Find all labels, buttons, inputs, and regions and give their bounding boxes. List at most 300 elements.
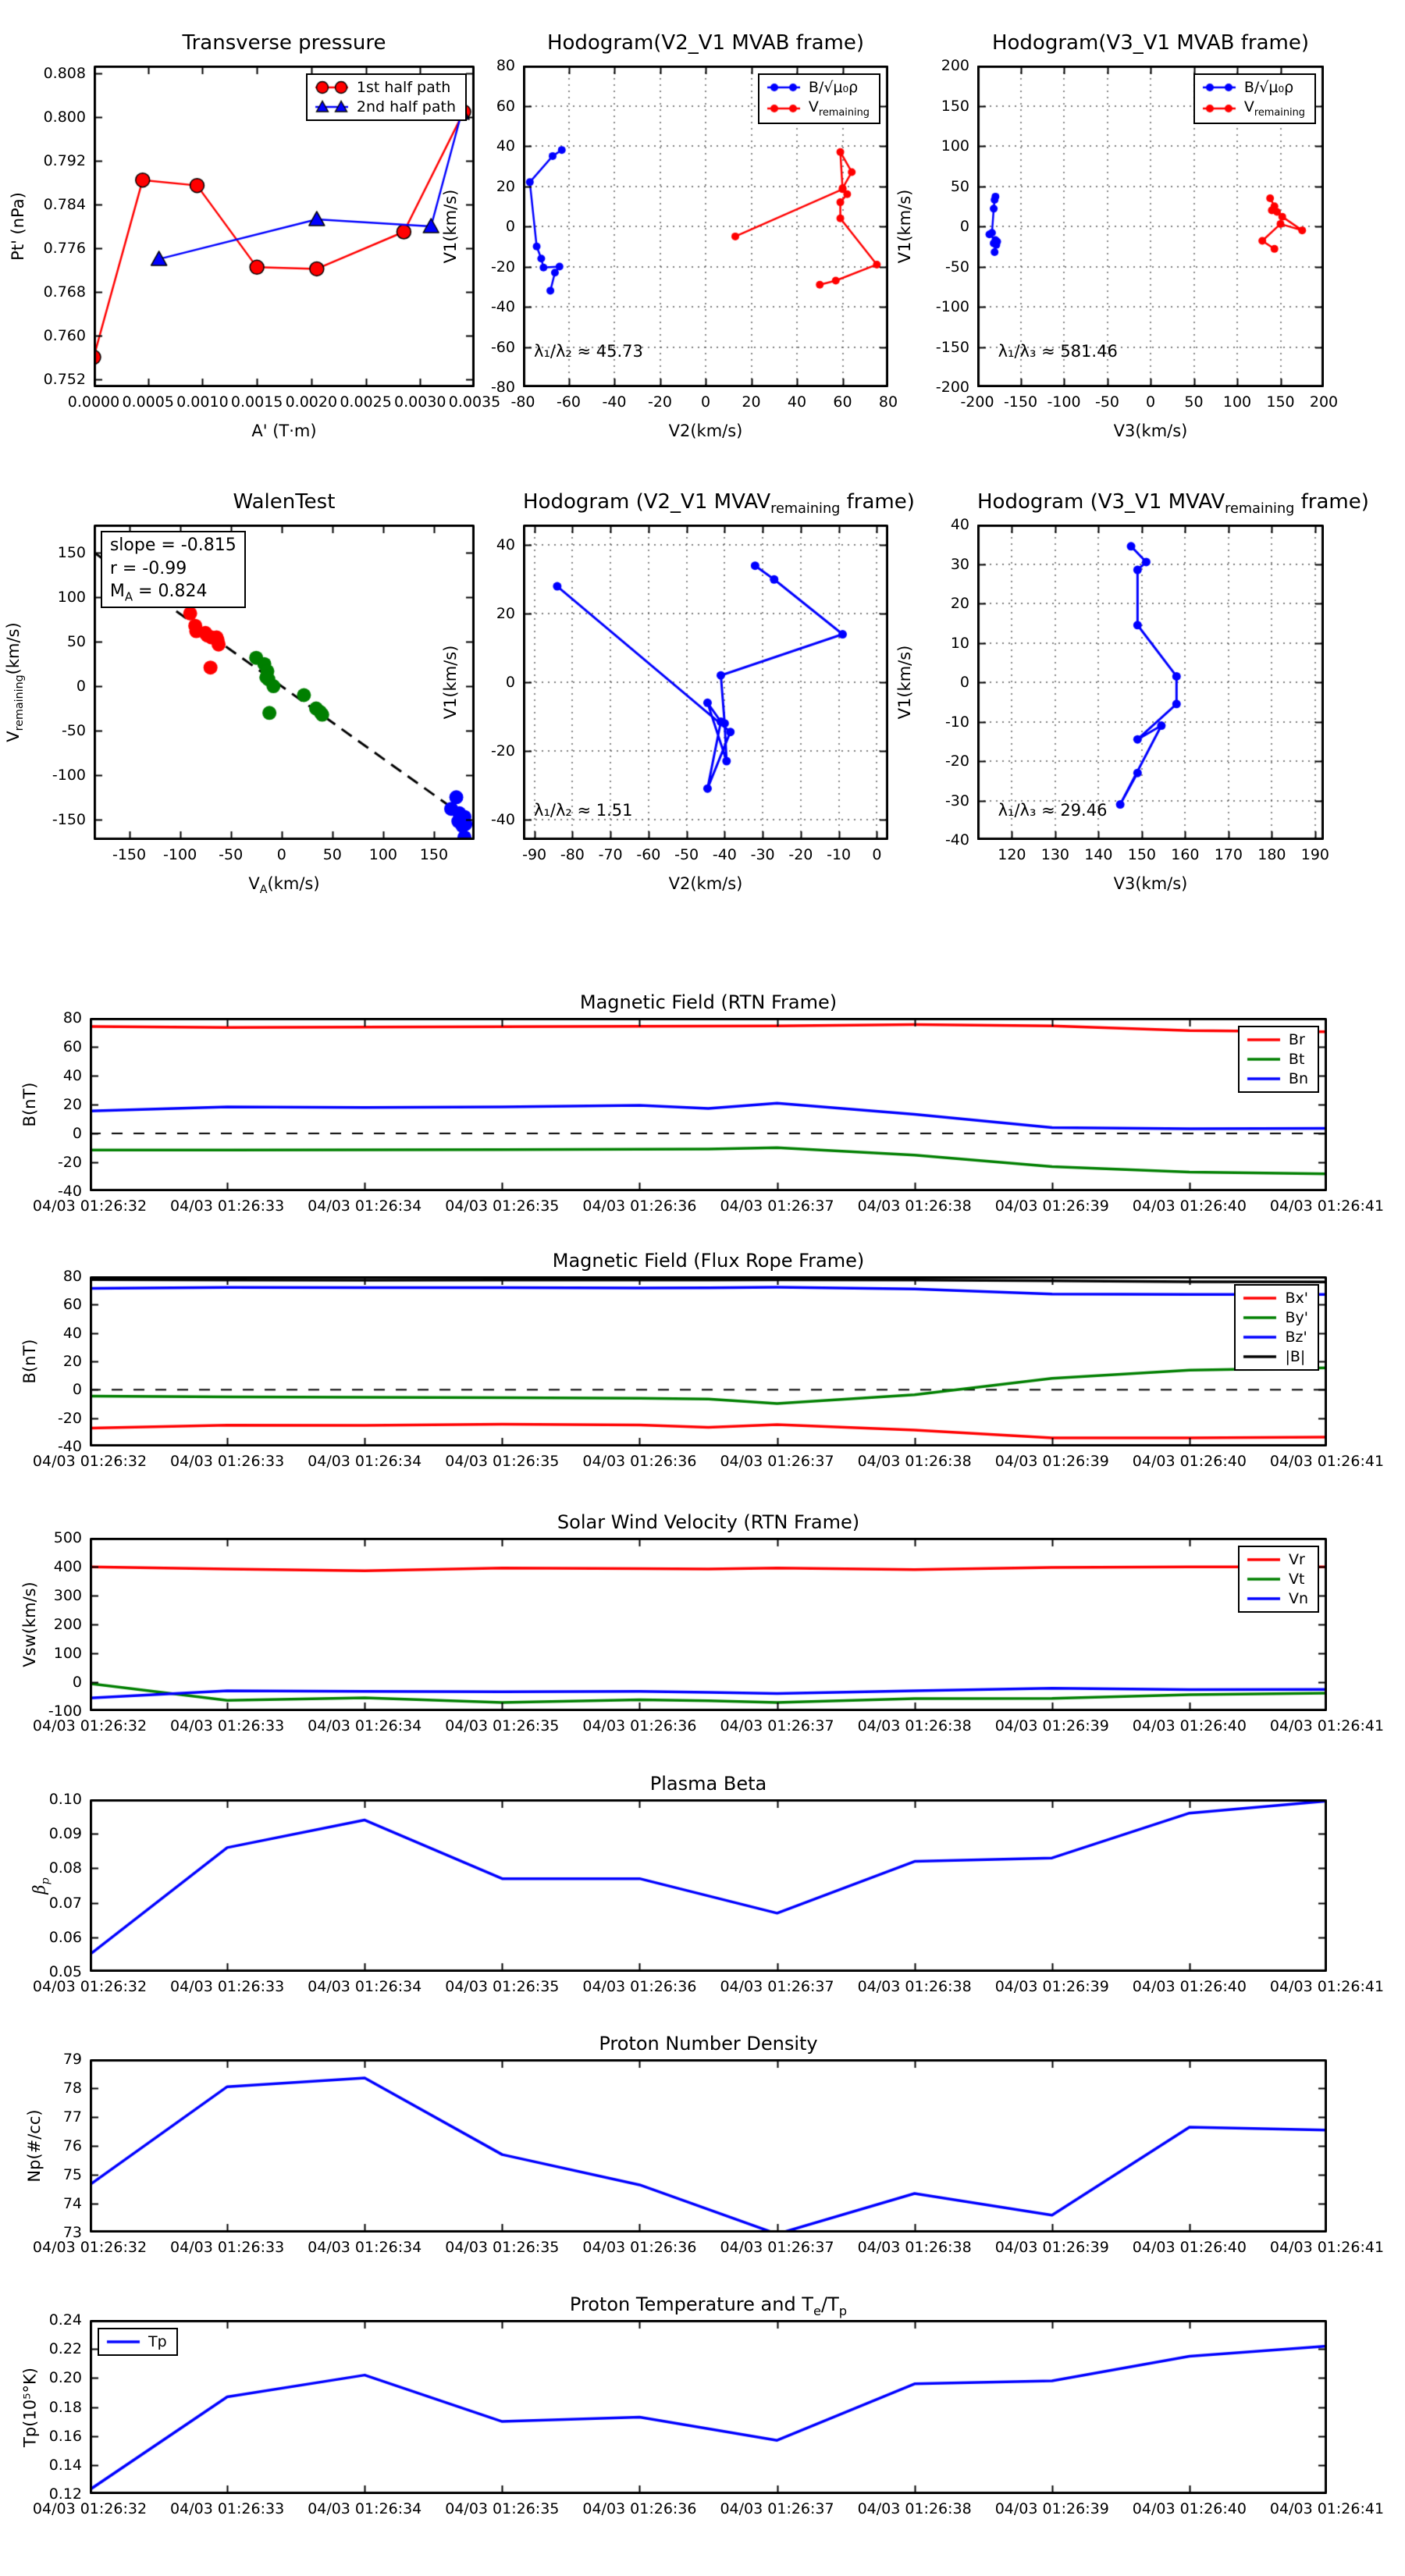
solar-wind-velocity-legend-item-0: [1246, 1551, 1308, 1568]
proton-number-density-xtick-8: 04/03 01:26:40: [1132, 2239, 1247, 2256]
walen-test-xlabel: $V_A(km/s)$: [248, 874, 320, 897]
hodogram-v3v1-mvab-title: Hodogram(V3_V1 MVAB frame): [991, 31, 1310, 55]
proton-number-density-xtick-1: 04/03 01:26:33: [170, 2239, 285, 2256]
magnetic-field-rtn-xtick-4: 04/03 01:26:36: [582, 1197, 697, 1215]
hodogram-v2v1-mvav-xtick-3: -60: [636, 846, 661, 863]
solar-wind-velocity-xtick-0: 04/03 01:26:32: [32, 1717, 148, 1735]
magnetic-field-flux-rope-xtick-5: 04/03 01:26:37: [720, 1453, 834, 1470]
solar-wind-velocity-plot-canvas: [90, 1538, 1327, 1711]
proton-number-density-xtick-7: 04/03 01:26:39: [994, 2239, 1109, 2256]
proton-temperature-xtick-3: 04/03 01:26:35: [445, 2500, 560, 2517]
hodogram-v3v1-mvab-ytick-5: 50: [950, 177, 969, 195]
transverse-pressure-title: Transverse pressure: [182, 31, 386, 55]
magnetic-field-rtn-xtick-9: 04/03 01:26:41: [1269, 1197, 1385, 1215]
hodogram-v3v1-mvab-legend: [1193, 73, 1316, 124]
solar-wind-velocity-xtick-4: 04/03 01:26:36: [582, 1717, 697, 1735]
plasma-beta-xtick-2: 04/03 01:26:34: [308, 1978, 422, 1995]
hodogram-v3v1-mvav-ytick-7: 30: [950, 555, 969, 573]
hodogram-v3v1-mvab-xtick-7: 150: [1266, 393, 1295, 411]
walen-test-stats-line-2: $M_A = 0.824$: [109, 582, 208, 604]
hodogram-v2v1-mvav-ytick-4: 40: [496, 536, 515, 554]
plasma-beta-ylabel: $\beta_p$: [30, 1877, 52, 1895]
walen-test-ytick-2: -50: [61, 722, 86, 740]
solar-wind-velocity-xtick-6: 04/03 01:26:38: [857, 1717, 972, 1735]
hodogram-v2v1-mvab-xtick-2: -40: [602, 393, 627, 411]
magnetic-field-flux-rope-xtick-9: 04/03 01:26:41: [1269, 1453, 1385, 1470]
transverse-pressure-legend-item-0: [314, 79, 456, 96]
hodogram-v3v1-mvab-ytick-4: 0: [959, 218, 969, 235]
walen-test-xtick-4: 50: [322, 846, 342, 863]
hodogram-v3v1-mvav-annotation-0: λ₁/λ₃ ≈ 29.46: [998, 800, 1108, 820]
hodogram-v2v1-mvab-ytick-0: -80: [490, 379, 515, 396]
proton-temperature-ylabel: Tp(10⁵°K): [20, 2367, 39, 2447]
solar-wind-velocity-legend-label-1: Vt: [1288, 1571, 1305, 1588]
solar-wind-velocity-xtick-3: 04/03 01:26:35: [445, 1717, 560, 1735]
magnetic-field-flux-rope-legend-item-0: [1242, 1290, 1308, 1307]
magnetic-field-flux-rope-ytick-0: -40: [57, 1438, 82, 1455]
magnetic-field-flux-rope-xtick-7: 04/03 01:26:39: [994, 1453, 1109, 1470]
hodogram-v2v1-mvab-legend-label-0: B/√μ₀ρ: [808, 79, 859, 96]
hodogram-v2v1-mvab-xtick-0: -80: [510, 393, 535, 411]
magnetic-field-rtn-xtick-6: 04/03 01:26:38: [857, 1197, 972, 1215]
magnetic-field-flux-rope-legend-label-3: |B|: [1285, 1348, 1306, 1365]
hodogram-v3v1-mvab-ytick-2: -100: [935, 298, 969, 315]
solar-wind-velocity-ytick-0: -100: [48, 1703, 82, 1720]
magnetic-field-flux-rope-ytick-5: 60: [62, 1296, 82, 1314]
proton-temperature-xtick-2: 04/03 01:26:34: [308, 2500, 422, 2517]
transverse-pressure-xtick-3: 0.0015: [230, 393, 283, 411]
blue-line-swatch: [1246, 1071, 1282, 1087]
magnetic-field-rtn-legend-item-1: [1246, 1051, 1308, 1068]
hodogram-v2v1-mvab-ytick-3: -20: [490, 258, 515, 276]
hodogram-v3v1-mvav-xtick-5: 170: [1214, 846, 1243, 863]
magnetic-field-rtn-xtick-8: 04/03 01:26:40: [1132, 1197, 1247, 1215]
hodogram-v2v1-mvab-xtick-6: 40: [787, 393, 807, 411]
proton-temperature-xtick-9: 04/03 01:26:41: [1269, 2500, 1385, 2517]
magnetic-field-rtn-ytick-0: -40: [57, 1183, 82, 1200]
hodogram-v2v1-mvab-xtick-7: 60: [833, 393, 852, 411]
plasma-beta-xtick-0: 04/03 01:26:32: [32, 1978, 148, 1995]
magnetic-field-rtn-xtick-5: 04/03 01:26:37: [720, 1197, 834, 1215]
hodogram-v2v1-mvav-xtick-4: -50: [674, 846, 699, 863]
hodogram-v2v1-mvav-annotation-0: λ₁/λ₂ ≈ 1.51: [534, 800, 633, 820]
hodogram-v3v1-mvab-legend-label-0: B/√μ₀ρ: [1243, 79, 1294, 96]
proton-number-density-plot-canvas: [90, 2059, 1327, 2233]
walen-test-xtick-1: -100: [163, 846, 197, 863]
hodogram-v3v1-mvab-xtick-3: -50: [1094, 393, 1120, 411]
hodogram-v3v1-mvav-ylabel: V1(km/s): [895, 645, 914, 720]
magnetic-field-rtn-legend-label-2: Bn: [1288, 1070, 1308, 1087]
solar-wind-velocity-xtick-8: 04/03 01:26:40: [1132, 1717, 1247, 1735]
magnetic-field-flux-rope-xtick-3: 04/03 01:26:35: [445, 1453, 560, 1470]
magnetic-field-rtn-xtick-1: 04/03 01:26:33: [170, 1197, 285, 1215]
magnetic-field-flux-rope-legend-label-1: By': [1285, 1309, 1308, 1326]
plasma-beta-ytick-2: 0.07: [48, 1894, 82, 1912]
hodogram-v3v1-mvab-ytick-0: -200: [935, 379, 969, 396]
solar-wind-velocity-legend-label-0: Vr: [1288, 1551, 1305, 1568]
plasma-beta-xtick-3: 04/03 01:26:35: [445, 1978, 560, 1995]
proton-number-density-title: Proton Number Density: [599, 2033, 818, 2055]
proton-temperature-ytick-1: 0.14: [48, 2456, 82, 2474]
hodogram-v2v1-mvab-title: Hodogram(V2_V1 MVAB frame): [546, 31, 865, 55]
plasma-beta-ytick-5: 0.10: [48, 1791, 82, 1808]
hodogram-v3v1-mvav-ytick-4: 0: [959, 674, 969, 691]
hodogram-v3v1-mvab-xlabel: V3(km/s): [1113, 422, 1188, 440]
walen-test-ytick-6: 150: [57, 544, 86, 562]
hodogram-v3v1-mvav-xtick-1: 130: [1040, 846, 1070, 863]
hodogram-v3v1-mvav-xlabel: V3(km/s): [1113, 874, 1188, 893]
magnetic-field-flux-rope-ytick-4: 40: [62, 1324, 82, 1342]
proton-temperature-xtick-5: 04/03 01:26:37: [720, 2500, 834, 2517]
transverse-pressure-ytick-3: 0.776: [43, 239, 86, 257]
plasma-beta-ytick-1: 0.06: [48, 1928, 82, 1946]
hodogram-v2v1-mvab-ylabel: V1(km/s): [441, 189, 460, 264]
transverse-pressure-legend-label-1: 2nd half path: [356, 98, 456, 116]
red-line-swatch: [1246, 1032, 1282, 1048]
hodogram-v2v1-mvab-xtick-5: 20: [742, 393, 761, 411]
blue-line-swatch: [1242, 1329, 1278, 1345]
proton-temperature-xtick-6: 04/03 01:26:38: [857, 2500, 972, 2517]
hodogram-v2v1-mvab-ytick-7: 60: [496, 97, 515, 115]
magnetic-field-flux-rope-legend-item-2: [1242, 1329, 1308, 1346]
hodogram-v2v1-mvab-ytick-6: 40: [496, 137, 515, 155]
magnetic-field-rtn-xtick-2: 04/03 01:26:34: [308, 1197, 422, 1215]
hodogram-v2v1-mvav-ylabel: V1(km/s): [441, 645, 460, 720]
solar-wind-velocity-xtick-2: 04/03 01:26:34: [308, 1717, 422, 1735]
transverse-pressure-ytick-0: 0.752: [43, 370, 86, 388]
proton-number-density-xtick-2: 04/03 01:26:34: [308, 2239, 422, 2256]
magnetic-field-flux-rope-xtick-2: 04/03 01:26:34: [308, 1453, 422, 1470]
blue-line-swatch: [105, 2334, 141, 2350]
hodogram-v2v1-mvav-ytick-0: -40: [490, 810, 515, 828]
magnetic-field-flux-rope-legend-item-1: [1242, 1309, 1308, 1326]
magnetic-field-flux-rope-ytick-1: -20: [57, 1409, 82, 1427]
magnetic-field-flux-rope-xtick-0: 04/03 01:26:32: [32, 1453, 148, 1470]
hodogram-v2v1-mvav-xtick-5: -40: [712, 846, 737, 863]
transverse-pressure-ytick-7: 0.808: [43, 65, 86, 83]
proton-temperature-legend: [98, 2328, 178, 2356]
transverse-pressure-ytick-5: 0.792: [43, 152, 86, 170]
hodogram-v3v1-mvab-ytick-1: -150: [935, 338, 969, 356]
magnetic-field-flux-rope-ytick-6: 80: [62, 1268, 82, 1285]
walen-test-ylabel: $V_{remaining}(km/s)$: [4, 622, 27, 742]
proton-temperature-ytick-4: 0.20: [48, 2369, 82, 2387]
blue-line-swatch: [1246, 1591, 1282, 1606]
plasma-beta-xtick-4: 04/03 01:26:36: [582, 1978, 697, 1995]
hodogram-v2v1-mvab-xtick-4: 0: [700, 393, 711, 411]
hodogram-v2v1-mvab-ytick-8: 80: [496, 57, 515, 74]
transverse-pressure-xtick-1: 0.0005: [122, 393, 174, 411]
hodogram-v3v1-mvav-xtick-4: 160: [1171, 846, 1200, 863]
proton-temperature-xtick-8: 04/03 01:26:40: [1132, 2500, 1247, 2517]
solar-wind-velocity-ylabel: Vsw(km/s): [20, 1582, 39, 1667]
hodogram-v2v1-mvav-xlabel: V2(km/s): [668, 874, 743, 893]
red-line-swatch: [1242, 1290, 1278, 1306]
solar-wind-velocity-title: Solar Wind Velocity (RTN Frame): [557, 1511, 860, 1533]
hodogram-v2v1-mvav-plot-canvas: [523, 525, 888, 840]
walen-test-ytick-1: -100: [52, 766, 86, 784]
plasma-beta-title: Plasma Beta: [649, 1773, 767, 1795]
plasma-beta-ytick-3: 0.08: [48, 1859, 82, 1877]
proton-number-density-xtick-5: 04/03 01:26:37: [720, 2239, 834, 2256]
transverse-pressure-xlabel: A' (T·m): [251, 422, 317, 440]
blue-line-swatch: [1201, 80, 1237, 95]
hodogram-v3v1-mvab-ytick-6: 100: [941, 137, 969, 155]
hodogram-v2v1-mvav-title: Hodogram (V2_V1 $MVAV_{remaining}$ frame): [523, 490, 915, 518]
hodogram-v2v1-mvav-ytick-2: 0: [505, 674, 515, 691]
proton-temperature-plot-canvas: [90, 2320, 1327, 2494]
solar-wind-velocity-ytick-6: 500: [53, 1529, 82, 1546]
hodogram-v2v1-mvab-xtick-8: 80: [878, 393, 898, 411]
walen-test-xtick-5: 100: [368, 846, 397, 863]
solar-wind-velocity-xtick-1: 04/03 01:26:33: [170, 1717, 285, 1735]
hodogram-v3v1-mvav-ytick-2: -20: [944, 753, 969, 770]
proton-number-density-ytick-6: 79: [62, 2051, 82, 2068]
proton-number-density-xtick-6: 04/03 01:26:38: [857, 2239, 972, 2256]
plasma-beta-xtick-6: 04/03 01:26:38: [857, 1978, 972, 1995]
magnetic-field-rtn-ytick-3: 20: [62, 1096, 82, 1113]
solar-wind-velocity-ytick-4: 300: [53, 1587, 82, 1604]
hodogram-v2v1-mvab-xlabel: V2(km/s): [668, 422, 743, 440]
proton-number-density-xtick-4: 04/03 01:26:36: [582, 2239, 697, 2256]
hodogram-v2v1-mvab-ytick-2: -40: [490, 298, 515, 315]
proton-temperature-xtick-4: 04/03 01:26:36: [582, 2500, 697, 2517]
hodogram-v2v1-mvab-xtick-1: -60: [556, 393, 582, 411]
proton-number-density-ytick-0: 73: [62, 2224, 82, 2241]
red-line-swatch: [1201, 101, 1237, 116]
proton-temperature-legend-label-0: Tp: [148, 2333, 167, 2350]
magnetic-field-flux-rope-ylabel: B(nT): [20, 1339, 39, 1384]
hodogram-v3v1-mvab-legend-item-1: [1201, 98, 1305, 119]
plasma-beta-ytick-0: 0.05: [48, 1963, 82, 1980]
plasma-beta-xtick-1: 04/03 01:26:33: [170, 1978, 285, 1995]
walen-test-ytick-4: 50: [66, 633, 86, 651]
hodogram-v2v1-mvav-ytick-3: 20: [496, 605, 515, 623]
hodogram-v2v1-mvav-xtick-8: -10: [827, 846, 852, 863]
hodogram-v3v1-mvab-ylabel: V1(km/s): [895, 189, 914, 264]
plasma-beta-xtick-8: 04/03 01:26:40: [1132, 1978, 1247, 1995]
solar-wind-velocity-ytick-1: 0: [72, 1674, 82, 1691]
magnetic-field-flux-rope-legend-label-0: Bx': [1285, 1290, 1308, 1307]
proton-number-density-ylabel: Np(#/cc): [25, 2109, 44, 2183]
proton-number-density-ytick-1: 74: [62, 2195, 82, 2212]
solar-wind-velocity-xtick-5: 04/03 01:26:37: [720, 1717, 834, 1735]
transverse-pressure-ytick-2: 0.768: [43, 283, 86, 301]
hodogram-v3v1-mvav-ytick-5: 10: [950, 634, 969, 652]
green-line-swatch: [1246, 1051, 1282, 1067]
walen-test-xtick-0: -150: [112, 846, 147, 863]
transverse-pressure-ytick-6: 0.800: [43, 109, 86, 126]
transverse-pressure-xtick-6: 0.0030: [394, 393, 446, 411]
magnetic-field-rtn-legend-item-2: [1246, 1070, 1308, 1087]
walen-test-title: WalenTest: [233, 490, 336, 514]
hodogram-v2v1-mvav-xtick-9: 0: [872, 846, 882, 863]
proton-temperature-ytick-3: 0.18: [48, 2398, 82, 2416]
hodogram-v3v1-mvav-xtick-2: 140: [1084, 846, 1113, 863]
walen-test-ytick-0: -150: [52, 810, 86, 828]
proton-temperature-xtick-7: 04/03 01:26:39: [994, 2500, 1109, 2517]
blue-line-swatch: [314, 99, 350, 115]
hodogram-v3v1-mvav-xtick-3: 150: [1127, 846, 1157, 863]
hodogram-v2v1-mvab-legend-item-0: [766, 79, 870, 96]
proton-number-density-ytick-4: 77: [62, 2108, 82, 2126]
proton-temperature-xtick-0: 04/03 01:26:32: [32, 2500, 148, 2517]
solar-wind-velocity-ytick-2: 100: [53, 1645, 82, 1662]
proton-number-density-ytick-3: 76: [62, 2137, 82, 2154]
hodogram-v3v1-mvab-xtick-8: 200: [1309, 393, 1339, 411]
solar-wind-velocity-xtick-9: 04/03 01:26:41: [1269, 1717, 1385, 1735]
magnetic-field-flux-rope-legend: [1234, 1284, 1319, 1371]
magnetic-field-rtn-legend-item-0: [1246, 1031, 1308, 1048]
plasma-beta-xtick-5: 04/03 01:26:37: [720, 1978, 834, 1995]
transverse-pressure-xtick-4: 0.0020: [285, 393, 338, 411]
magnetic-field-rtn-ytick-6: 80: [62, 1009, 82, 1026]
walen-test-stats-box: [101, 531, 246, 608]
hodogram-v3v1-mvab-ytick-3: -50: [944, 258, 969, 276]
hodogram-v2v1-mvav-xtick-1: -80: [560, 846, 585, 863]
magnetic-field-flux-rope-legend-item-3: [1242, 1348, 1308, 1365]
proton-temperature-ytick-5: 0.22: [48, 2340, 82, 2358]
hodogram-v3v1-mvab-ytick-7: 150: [941, 97, 969, 115]
hodogram-v3v1-mvav-ytick-8: 40: [950, 516, 969, 533]
hodogram-v3v1-mvab-xtick-1: -150: [1003, 393, 1038, 411]
hodogram-v2v1-mvav-ytick-1: -20: [490, 742, 515, 760]
magnetic-field-flux-rope-title: Magnetic Field (Flux Rope Frame): [552, 1250, 865, 1272]
hodogram-v2v1-mvav-xtick-2: -70: [598, 846, 623, 863]
black-line-swatch: [1242, 1349, 1278, 1364]
hodogram-v3v1-mvav-xtick-0: 120: [998, 846, 1026, 863]
hodogram-v3v1-mvab-legend-label-1: $V_{remaining}$: [1243, 98, 1305, 119]
proton-number-density-ytick-2: 75: [62, 2166, 82, 2183]
red-line-swatch: [1246, 1552, 1282, 1567]
magnetic-field-rtn-legend-label-0: Br: [1288, 1031, 1305, 1048]
red-line-swatch: [314, 80, 350, 95]
solar-wind-velocity-legend-label-2: Vn: [1288, 1590, 1308, 1607]
hodogram-v3v1-mvav-ytick-0: -40: [944, 831, 969, 849]
magnetic-field-rtn-title: Magnetic Field (RTN Frame): [579, 991, 838, 1013]
green-line-swatch: [1246, 1571, 1282, 1587]
hodogram-v3v1-mvav-xtick-6: 180: [1257, 846, 1286, 863]
walen-test-xtick-3: 0: [276, 846, 286, 863]
hodogram-v3v1-mvab-xtick-5: 50: [1184, 393, 1204, 411]
hodogram-v2v1-mvab-xtick-3: -20: [647, 393, 673, 411]
magnetic-field-rtn-ytick-4: 40: [62, 1067, 82, 1084]
hodogram-v2v1-mvav-xtick-7: -20: [788, 846, 813, 863]
magnetic-field-flux-rope-xtick-1: 04/03 01:26:33: [170, 1453, 285, 1470]
walen-test-ytick-5: 100: [57, 589, 86, 607]
red-line-swatch: [766, 101, 802, 116]
magnetic-field-flux-rope-xtick-6: 04/03 01:26:38: [857, 1453, 972, 1470]
plasma-beta-plot-canvas: [90, 1799, 1327, 1972]
transverse-pressure-xtick-0: 0.0000: [67, 393, 120, 411]
proton-temperature-ytick-0: 0.12: [48, 2485, 82, 2503]
magnetic-field-rtn-ytick-1: -20: [57, 1154, 82, 1171]
hodogram-v2v1-mvab-ytick-1: -60: [490, 338, 515, 356]
magnetic-field-flux-rope-xtick-4: 04/03 01:26:36: [582, 1453, 697, 1470]
hodogram-v2v1-mvav-xtick-6: -30: [750, 846, 775, 863]
proton-number-density-ytick-5: 78: [62, 2080, 82, 2097]
plasma-beta-xtick-9: 04/03 01:26:41: [1269, 1978, 1385, 1995]
solar-wind-velocity-ytick-5: 400: [53, 1558, 82, 1575]
hodogram-v3v1-mvav-ytick-1: -30: [944, 792, 969, 809]
solar-wind-velocity-xtick-7: 04/03 01:26:39: [994, 1717, 1109, 1735]
magnetic-field-rtn-xtick-3: 04/03 01:26:35: [445, 1197, 560, 1215]
hodogram-v3v1-mvav-xtick-7: 190: [1300, 846, 1330, 863]
proton-temperature-ytick-6: 0.24: [48, 2311, 82, 2329]
magnetic-field-rtn-ytick-2: 0: [72, 1125, 82, 1142]
magnetic-field-flux-rope-ytick-3: 20: [62, 1353, 82, 1370]
plasma-beta-ytick-4: 0.09: [48, 1825, 82, 1843]
hodogram-v2v1-mvab-ytick-4: 0: [505, 218, 515, 235]
hodogram-v3v1-mvav-ytick-6: 20: [950, 595, 969, 612]
magnetic-field-rtn-xtick-0: 04/03 01:26:32: [32, 1197, 148, 1215]
proton-number-density-xtick-3: 04/03 01:26:35: [445, 2239, 560, 2256]
hodogram-v3v1-mvav-title: Hodogram (V3_V1 $MVAV_{remaining}$ frame): [977, 490, 1369, 518]
transverse-pressure-ytick-1: 0.760: [43, 326, 86, 344]
walen-test-ytick-3: 0: [76, 678, 86, 696]
solar-wind-velocity-legend-item-2: [1246, 1590, 1308, 1607]
hodogram-v3v1-mvav-ytick-3: -10: [944, 713, 969, 731]
hodogram-v3v1-mvab-legend-item-0: [1201, 79, 1305, 96]
blue-line-swatch: [766, 80, 802, 95]
transverse-pressure-xtick-5: 0.0025: [340, 393, 392, 411]
magnetic-field-rtn-legend-label-1: Bt: [1288, 1051, 1305, 1068]
hodogram-v3v1-mvab-xtick-2: -100: [1047, 393, 1081, 411]
hodogram-v3v1-mvav-plot-canvas: [977, 525, 1324, 840]
proton-temperature-xtick-1: 04/03 01:26:33: [170, 2500, 285, 2517]
transverse-pressure-legend-label-0: 1st half path: [356, 79, 451, 96]
hodogram-v2v1-mvav-xtick-0: -90: [522, 846, 547, 863]
transverse-pressure-xtick-2: 0.0010: [176, 393, 229, 411]
green-line-swatch: [1242, 1310, 1278, 1325]
solar-wind-velocity-ytick-3: 200: [53, 1616, 82, 1633]
solar-wind-velocity-legend-item-1: [1246, 1571, 1308, 1588]
transverse-pressure-ytick-4: 0.784: [43, 196, 86, 214]
transverse-pressure-ylabel: Pt' (nPa): [9, 192, 27, 261]
hodogram-v2v1-mvab-annotation-0: λ₁/λ₂ ≈ 45.73: [534, 342, 643, 361]
magnetic-field-rtn-plot-canvas: [90, 1018, 1327, 1191]
magnetic-field-rtn-ytick-5: 60: [62, 1038, 82, 1055]
hodogram-v3v1-mvab-annotation-0: λ₁/λ₃ ≈ 581.46: [998, 342, 1118, 361]
proton-number-density-xtick-9: 04/03 01:26:41: [1269, 2239, 1385, 2256]
hodogram-v3v1-mvab-xtick-6: 100: [1222, 393, 1252, 411]
proton-temperature-title: Proton Temperature and $T_e/T_p$: [569, 2293, 848, 2318]
magnetic-field-flux-rope-ytick-2: 0: [72, 1381, 82, 1399]
walen-test-stats-line-0: slope = -0.815: [109, 535, 237, 555]
magnetic-field-rtn-legend: [1238, 1026, 1319, 1093]
hodogram-v2v1-mvab-legend-label-1: $V_{remaining}$: [808, 98, 870, 119]
magnetic-field-flux-rope-xtick-8: 04/03 01:26:40: [1132, 1453, 1247, 1470]
walen-test-stats-line-1: r = -0.99: [109, 558, 187, 578]
magnetic-field-flux-rope-legend-label-2: Bz': [1285, 1329, 1307, 1346]
plasma-beta-xtick-7: 04/03 01:26:39: [994, 1978, 1109, 1995]
walen-test-xtick-6: 150: [419, 846, 449, 863]
walen-test-xtick-2: -50: [219, 846, 244, 863]
hodogram-v3v1-mvab-xtick-0: -200: [960, 393, 994, 411]
magnetic-field-flux-rope-plot-canvas: [90, 1276, 1327, 1446]
proton-temperature-ytick-2: 0.16: [48, 2427, 82, 2445]
solar-wind-velocity-legend: [1238, 1546, 1319, 1613]
proton-temperature-legend-item-0: [105, 2333, 167, 2350]
magnetic-field-rtn-ylabel: B(nT): [20, 1082, 39, 1127]
proton-number-density-xtick-0: 04/03 01:26:32: [32, 2239, 148, 2256]
transverse-pressure-xtick-7: 0.0035: [448, 393, 501, 411]
hodogram-v3v1-mvab-xtick-4: 0: [1145, 393, 1156, 411]
hodogram-v2v1-mvab-ytick-5: 20: [496, 177, 515, 195]
hodogram-v3v1-mvab-ytick-8: 200: [941, 57, 969, 74]
magnetic-field-rtn-xtick-7: 04/03 01:26:39: [994, 1197, 1109, 1215]
hodogram-v2v1-mvab-legend-item-1: [766, 98, 870, 119]
